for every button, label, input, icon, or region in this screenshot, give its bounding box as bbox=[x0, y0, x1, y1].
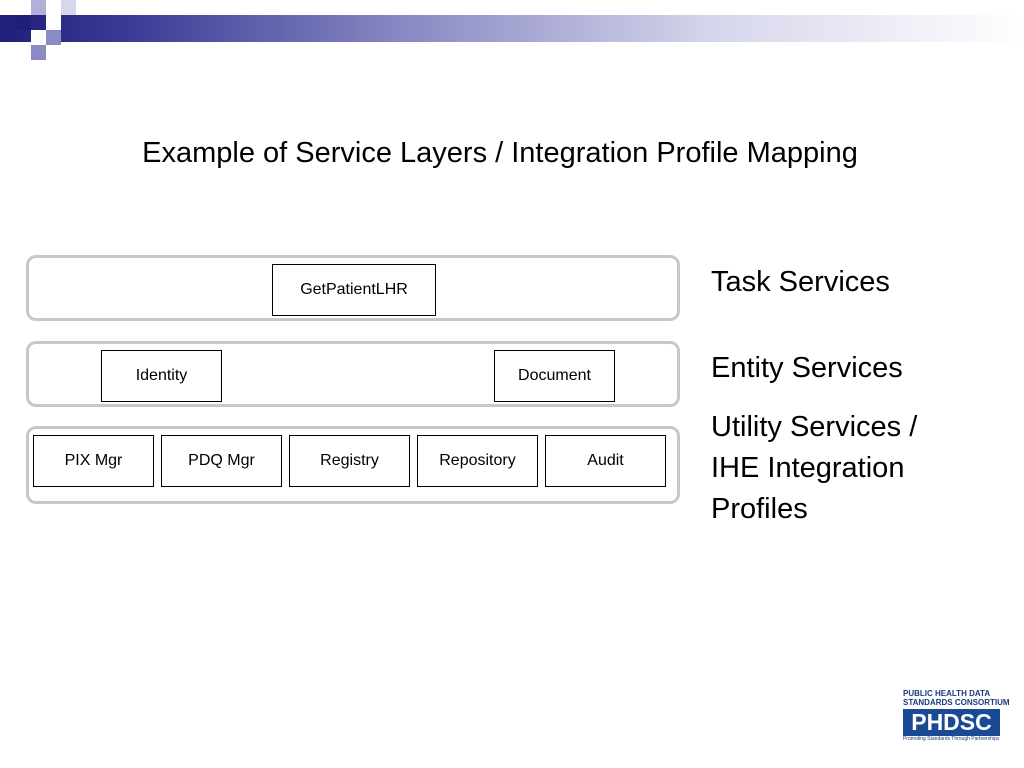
task-services-label: Task Services bbox=[711, 266, 890, 298]
logo-name: PHDSC bbox=[903, 709, 1000, 736]
utility-label-line: Profiles bbox=[711, 493, 808, 525]
audit-box: Audit bbox=[545, 435, 666, 487]
header-square-decoration bbox=[61, 0, 76, 15]
header-gradient-bar bbox=[0, 15, 1024, 42]
utility-label-line: IHE Integration bbox=[711, 452, 905, 484]
logo-line1: PUBLIC HEALTH DATA bbox=[903, 689, 991, 698]
identity-box: Identity bbox=[101, 350, 222, 402]
getpatientlhr-box: GetPatientLHR bbox=[272, 264, 436, 316]
utility-label-line: Utility Services / bbox=[711, 411, 918, 443]
pdq-mgr-box: PDQ Mgr bbox=[161, 435, 282, 487]
repository-box: Repository bbox=[417, 435, 538, 487]
utility-services-label bbox=[711, 407, 917, 530]
header-square-decoration bbox=[46, 30, 61, 45]
entity-services-label: Entity Services bbox=[711, 352, 903, 384]
header-square-decoration bbox=[31, 30, 46, 45]
header-square-decoration bbox=[31, 0, 46, 15]
header-square-decoration bbox=[31, 45, 46, 60]
logo-line2: STANDARDS CONSORTIUM bbox=[903, 698, 1010, 707]
registry-box: Registry bbox=[289, 435, 410, 487]
logo-tagline: Promoting Standards Through Partnerships bbox=[903, 736, 1000, 742]
header-square-decoration bbox=[16, 15, 31, 30]
pix-mgr-box: PIX Mgr bbox=[33, 435, 154, 487]
phdsc-logo bbox=[903, 689, 1010, 745]
header-square-decoration bbox=[46, 15, 61, 30]
document-box: Document bbox=[494, 350, 615, 402]
slide-title: Example of Service Layers / Integration Profile Mapping bbox=[142, 137, 858, 169]
